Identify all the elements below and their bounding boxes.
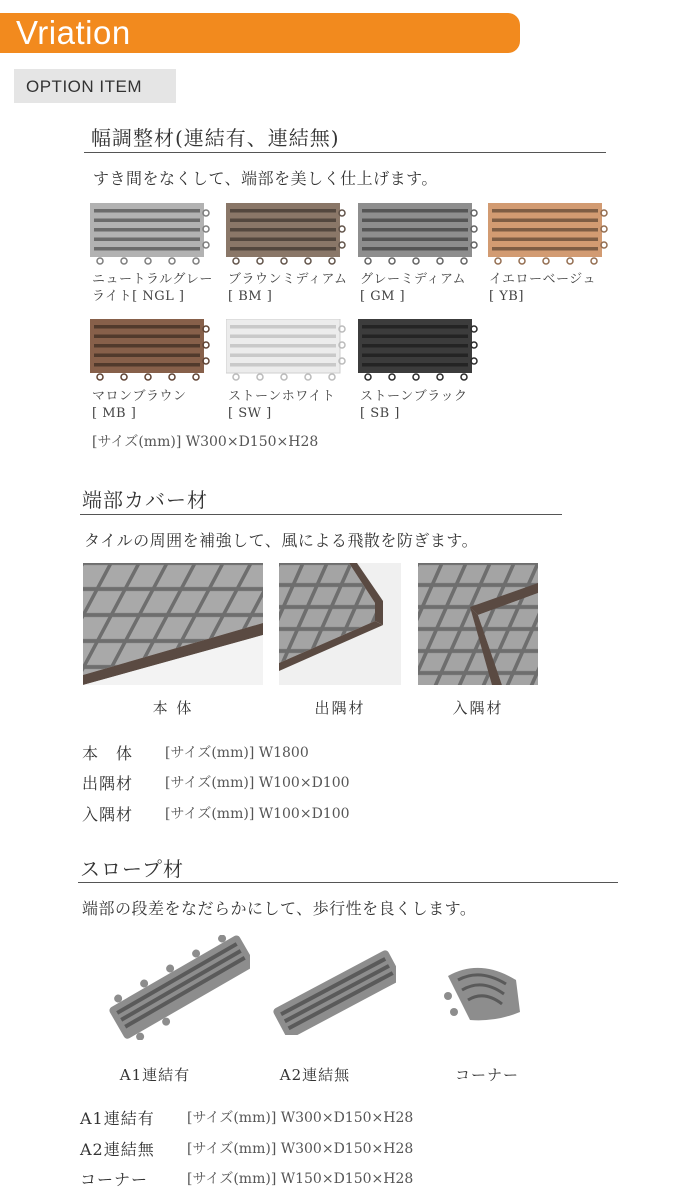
tile-swatch-ngl [90,203,210,265]
edge-cover-caption-body: 本 体 [152,699,194,717]
color-label-sb [360,388,467,422]
slope-caption-a2: A2連結無 [279,1066,351,1084]
option-item-label [14,69,176,103]
banner-title: Vriation [16,14,131,51]
color-name: ストーンホワイト [228,389,336,404]
tile-swatch-bm [226,203,346,265]
section2-heading: 端部カバー材 [82,488,208,512]
color-code: [ SW ] [228,406,272,421]
color-name: イエローベージュ [489,272,596,287]
option-item-text: OPTION ITEM [26,77,142,96]
slope-a1-image [100,935,250,1040]
tile-swatch-sb [358,319,478,381]
slope-caption-a1: A1連結有 [119,1066,191,1084]
color-name: グレーミディアム [360,272,467,287]
section1-description: すき間をなくして、端部を美しく仕上げます。 [93,169,438,188]
spec-name: A2連結無 [80,1140,155,1159]
tile-swatch-sw [226,319,346,381]
color-name: マロンブラウン [92,389,187,404]
color-label-mb [92,388,187,422]
spec-size: [サイズ(mm)] W150×D150×H28 [187,1171,414,1187]
color-label-yb [489,271,596,305]
spec-size: [サイズ(mm)] W300×D150×H28 [187,1141,414,1157]
color-code: [ BM ] [228,289,273,304]
spec-name: 入隅材 [82,805,134,824]
slope-a2-image [268,940,396,1035]
spec-name: コーナー [80,1170,149,1189]
tile-swatch-yb [488,203,608,265]
color-code: [ GM ] [360,289,406,304]
color-label-sw [228,388,335,422]
edge-cover-body-photo [83,563,263,685]
edge-cover-caption-inside: 入隅材 [452,699,504,717]
color-label-ngl [92,271,213,305]
color-name: ブラウンミディアム [228,272,348,287]
section1-size: [サイズ(mm)] W300×D150×H28 [92,434,319,450]
section2-description: タイルの周囲を補強して、風による飛散を防ぎます。 [84,531,479,550]
section2-rule [80,514,562,515]
section-banner [0,13,520,53]
color-label-bm [228,271,348,305]
color-code: [ MB ] [92,406,137,421]
spec-size: [サイズ(mm)] W100×D100 [165,775,350,791]
edge-cover-caption-outside: 出隅材 [314,699,366,717]
edge-cover-outside-corner-photo [279,563,401,685]
spec-name: A1連結有 [80,1109,155,1128]
tile-swatch-mb [90,319,210,381]
tile-swatch-gm [358,203,478,265]
color-code: ライト[ NGL ] [92,289,185,304]
section3-heading: スロープ材 [80,857,184,881]
color-code: [ SB ] [360,406,400,421]
spec-size: [サイズ(mm)] W1800 [165,745,309,761]
spec-size: [サイズ(mm)] W300×D150×H28 [187,1110,414,1126]
spec-name: 本 体 [82,744,134,763]
section1-rule [84,152,606,153]
section3-description: 端部の段差をなだらかにして、歩行性を良くします。 [82,899,477,918]
color-code: [ YB] [489,289,524,304]
edge-cover-inside-corner-photo [418,563,538,685]
color-name: ニュートラルグレー [92,272,213,287]
section1-heading: 幅調整材(連結有、連結無) [91,126,340,150]
spec-size: [サイズ(mm)] W100×D100 [165,806,350,822]
spec-name: 出隅材 [82,774,134,793]
slope-caption-corner: コーナー [454,1066,519,1084]
color-label-gm [360,271,466,305]
section3-rule [78,882,618,883]
color-name: ストーンブラック [360,389,468,404]
slope-corner-image [440,960,525,1032]
